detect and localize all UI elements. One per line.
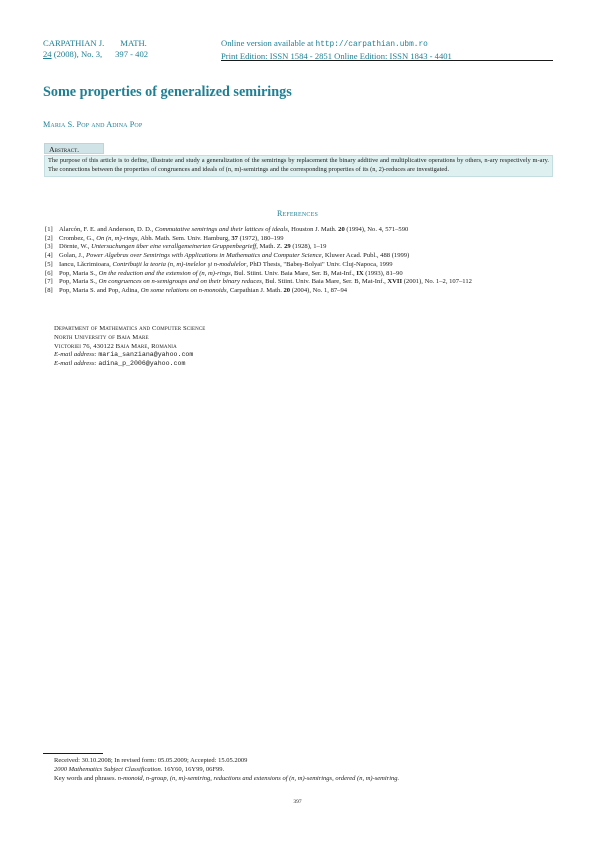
reference-tail: (1972), 180–199 [237,234,284,242]
reference-tail: (1993), 81–90 [363,269,403,277]
reference-item [45,270,555,279]
reference-title: Untersuchungen über eine verallgemeinerten Gruppenbegrieff [91,243,257,251]
footnotes [54,756,399,784]
received-dates: Received: 30.10.2008; In revised form: 05.05.2009; Accepted: 15.05.2009 [54,757,248,764]
reference-title: On congruences on n-semigroups and on their binary reduces [98,278,262,286]
reference-number: [6] [45,269,53,277]
reference-volume: 20 [283,286,291,294]
reference-number: [4] [45,252,53,260]
reference-volume: XVII [387,278,403,286]
reference-item [45,252,555,261]
reference-number: [7] [45,278,53,286]
abstract-label: Abstract. [44,143,104,154]
reference-authors: Dörnte, W., [59,243,90,251]
reference-item [45,243,555,252]
reference-number: [5] [45,260,53,268]
reference-item [45,287,555,296]
journal-citation [43,38,148,59]
reference-volume: 29 [284,243,291,251]
reference-source: , Carpathian J. Math. [226,286,284,294]
references-list [45,226,555,296]
reference-volume: IX [356,269,364,277]
reference-source: , Bul. Stiint. Univ. Baia Mare, Ser. B, Mat-Inf., [261,278,388,286]
email-2[interactable]: adina_p_2006@yahoo.com [98,360,186,368]
reference-item [45,278,555,287]
reference-source: , Kluwer Acad. Publ., 488 (1999) [321,252,410,260]
reference-tail: (1994), No. 4, 571–590 [344,226,409,233]
reference-authors: Crombez, G., [59,234,95,242]
keywords-value: n-monoid, n-group, (n, m)-semiring, reductions and extensions of (n, m)-semirings, ordered (n, m)-semiring. [117,775,400,783]
references-heading: References [276,209,318,218]
reference-source: , Math. Z. [256,243,285,251]
reference-source: , Houston J. Math. [287,226,339,233]
reference-authors: Pop, Maria S., [59,278,97,286]
street-address: Victoriei 76, 430122 Baia Mare, Romania [54,342,177,350]
reference-source: , Bul. Stiint. Univ. Baia Mare, Ser. B, Mat-Inf., [230,269,357,277]
reference-number: [3] [45,243,53,251]
reference-source: , PhD Thesis, "Babeş-Bolyai" Univ. Cluj-Napoca, 1999 [246,260,393,268]
email-1[interactable]: maria_sanziana@yahoo.com [98,351,194,359]
reference-authors: Alarcón, F. E. and Anderson, D. D., [59,226,154,233]
footnote-rule [43,753,103,754]
reference-title: On some relations on n-monoids [140,286,227,294]
reference-tail: (2004), No. 1, 87–94 [290,286,348,294]
reference-volume: 37 [231,234,238,242]
reference-source: , Abh. Math. Sem. Univ. Hamburg, [137,234,232,242]
reference-authors: Pop, Maria S., [59,269,97,277]
keywords-label: Key words and phrases. [54,775,117,783]
msc-label: 2000 Mathematics Subject Classification. [54,766,163,774]
issue-info: (2008), No. 3, [53,48,103,59]
reference-title: Contribuţii la teoria (n, m)-inelelor şi n-modulelor [112,260,247,268]
reference-item [45,235,555,244]
reference-authors: Pop, Maria S. and Pop, Adina, [59,286,140,294]
article-authors: Maria S. Pop and Adina Pop [43,120,143,129]
reference-number: [2] [45,234,53,242]
online-url-link[interactable]: http://carpathian.ubm.ro [315,41,428,49]
reference-tail: (2001), No. 1–2, 107–112 [402,278,472,286]
reference-authors: Iancu, Lăcrimioara, [59,260,111,268]
journal-suffix: MATH. [120,38,147,48]
edition-info [221,38,452,61]
reference-item [45,261,555,270]
reference-title: Power Algebras over Semirings with Applications in Mathematics and Computer Science [85,252,322,260]
email-label: E-mail address: [54,360,97,368]
department: Department of Mathematics and Computer Science [54,325,206,332]
journal-name: CARPATHIAN J. [43,38,105,48]
reference-volume: 20 [338,226,345,233]
reference-title: On (n, m)-rings [96,234,138,242]
page-number: 397 [293,799,302,805]
email-label: E-mail address: [54,351,97,359]
university: North University of Baia Mare [54,333,149,341]
reference-number: [1] [45,226,53,233]
reference-tail: (1928), 1–19 [290,243,327,251]
abstract-text: The purpose of this article is to define, illustrate and study a generalization of the semirings by replacement the binary additive and multiplicative operations by others, n-ary respectively m-ary. The connections between the properties of congruences and ideals of (n, m)-semirings and the corresponding properties of its (n, 2)-reduces are investigated. [44,155,553,177]
reference-title: On the reduction and the extension of (n, m)-rings [98,269,231,277]
volume-number: 24 [43,48,52,59]
online-label: Online version available at [221,38,314,48]
article-title: Some properties of generalized semirings [43,84,292,100]
reference-number: [8] [45,286,53,294]
reference-title: Commutative semirings and their lattices of ideals [154,226,288,233]
msc-value: 16Y60, 16Y99, 06F99. [163,766,225,774]
page-range: 397 - 402 [115,48,149,59]
reference-authors: Golan, J., [59,252,85,260]
print-edition: Print Edition: ISSN 1584 - 2851 Online Edition: ISSN 1843 - 4401 [221,50,452,61]
header-rule [221,60,553,61]
reference-item [45,226,555,235]
author-address [54,325,205,369]
